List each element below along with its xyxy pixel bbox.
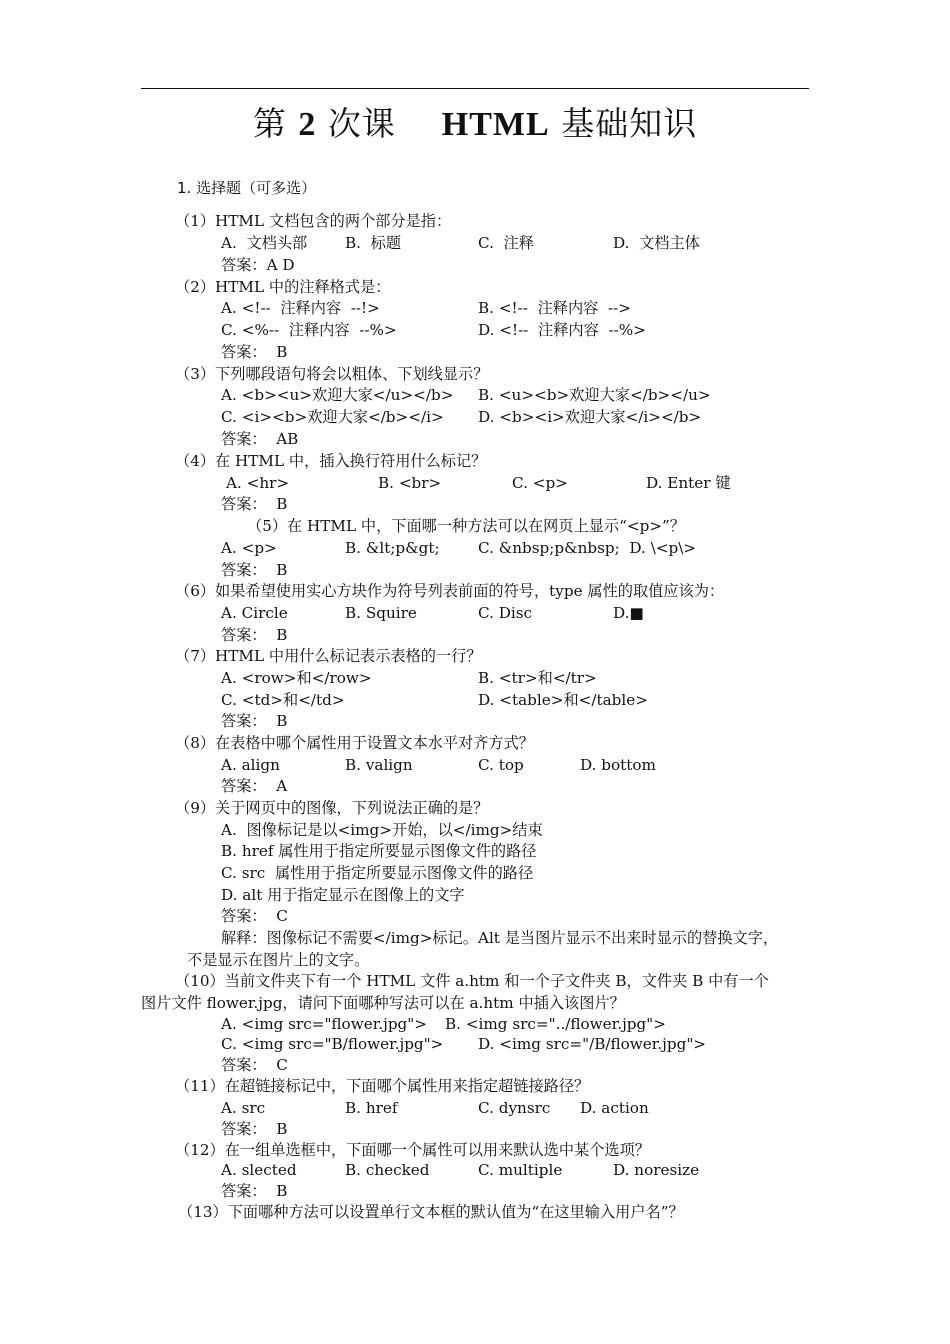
q8-answer: 答案： A (221, 777, 288, 795)
q1-option-d: D. 文档主体 (613, 234, 700, 252)
title-post: 基础知识 (561, 104, 698, 143)
title-mid: 次课 (327, 104, 396, 143)
q3-option-d: D. <b><i>欢迎大家</i></b> (478, 408, 702, 426)
q3-option-b: B. <u><b>欢迎大家</b></u> (478, 386, 711, 404)
q8-option-a: A. align (221, 756, 280, 774)
question-10-line1: （10）当前文件夹下有一个 HTML 文件 a.htm 和一个子文件夹 B，文件夹 B 中有一个 (175, 972, 769, 990)
q12-option-a: A. slected (221, 1161, 297, 1179)
q10-option-c: C. <img src="B/flower.jpg"> (221, 1035, 444, 1053)
title-html: HTML (441, 106, 550, 143)
q7-answer: 答案： B (221, 712, 288, 730)
page-title (0, 101, 950, 148)
q10-option-b: B. <img src="../flower.jpg"> (445, 1015, 666, 1033)
q5-answer: 答案： B (221, 561, 288, 579)
q3-option-c: C. <i><b>欢迎大家</b></i> (221, 408, 444, 426)
question-4: （4）在 HTML 中，插入换行符用什么标记？ (175, 452, 487, 470)
q9-answer: 答案： C (221, 907, 288, 925)
question-1: （1）HTML 文档包含的两个部分是指： (175, 212, 452, 230)
q9-explanation-line1: 解释：图像标记不需要</img>标记。Alt 是当图片显示不出来时显示的替换文字， (221, 929, 779, 947)
q1-option-b: B. 标题 (345, 234, 402, 252)
question-11: （11）在超链接标记中，下面哪个属性用来指定超链接路径？ (175, 1077, 590, 1095)
header-rule (141, 88, 809, 89)
q1-answer: 答案：A D (221, 256, 295, 274)
title-num: 2 (298, 106, 317, 143)
q12-option-d: D. noresize (613, 1161, 700, 1179)
q10-option-d: D. <img src="/B/flower.jpg"> (478, 1035, 707, 1053)
q10-answer: 答案： C (221, 1056, 288, 1074)
question-10-line2: 图片文件 flower.jpg，请问下面哪种写法可以在 a.htm 中插入该图片？ (141, 994, 625, 1012)
question-3: （3）下列哪段语句将会以粗体、下划线显示？ (175, 365, 489, 383)
q9-option-a: A. 图像标记是以<img>开始，以</img>结束 (221, 821, 543, 839)
q2-option-d: D. <!-- 注释内容 --%> (478, 321, 646, 339)
q11-option-a: A. src (221, 1099, 266, 1117)
q12-option-b: B. checked (345, 1161, 430, 1179)
q2-option-a: A. <!-- 注释内容 --!> (221, 299, 380, 317)
q4-option-d: D. Enter 键 (646, 474, 731, 492)
q6-option-b: B. Squire (345, 604, 417, 622)
q11-answer: 答案： B (221, 1120, 288, 1138)
title-pre: 第 (252, 104, 287, 143)
q7-option-a: A. <row>和</row> (221, 669, 372, 687)
question-2: （2）HTML 中的注释格式是： (175, 278, 391, 296)
q6-option-a: A. Circle (221, 604, 288, 622)
question-13: （13）下面哪种方法可以设置单行文本框的默认值为“在这里输入用户名”？ (178, 1203, 684, 1221)
question-12: （12）在一组单选框中，下面哪一个属性可以用来默认选中某个选项？ (175, 1141, 650, 1159)
question-8: （8）在表格中哪个属性用于设置文本水平对齐方式？ (175, 734, 534, 752)
q3-option-a: A. <b><u>欢迎大家</u></b> (221, 386, 454, 404)
q12-answer: 答案： B (221, 1182, 288, 1200)
q5-option-b: B. &lt;p&gt; (345, 539, 440, 557)
q9-option-b: B. href 属性用于指定所要显示图像文件的路径 (221, 842, 537, 860)
q7-option-c: C. <td>和</td> (221, 691, 345, 709)
question-6: （6）如果希望使用实心方块作为符号列表前面的符号，type 属性的取值应该为： (175, 582, 725, 600)
question-5: （5）在 HTML 中，下面哪一种方法可以在网页上显示“<p>”？ (247, 517, 685, 535)
question-9: （9）关于网页中的图像，下列说法正确的是？ (175, 799, 489, 817)
q6-option-d: D.■ (613, 604, 644, 622)
q9-explanation-line2: 不是显示在图片上的文字。 (187, 951, 370, 969)
q4-option-b: B. <br> (378, 474, 442, 492)
q8-option-b: B. valign (345, 756, 413, 774)
q2-answer: 答案： B (221, 343, 288, 361)
q4-option-a: A. <hr> (226, 474, 290, 492)
q9-option-c: C. src 属性用于指定所要显示图像文件的路径 (221, 864, 534, 882)
q4-answer: 答案： B (221, 495, 288, 513)
q8-option-c: C. top (478, 756, 524, 774)
q6-option-c: C. Disc (478, 604, 533, 622)
q11-option-c: C. dynsrc (478, 1099, 551, 1117)
q1-option-c: C. 注释 (478, 234, 534, 252)
q7-option-d: D. <table>和</table> (478, 691, 648, 709)
q7-option-b: B. <tr>和</tr> (478, 669, 597, 687)
q6-answer: 答案： B (221, 626, 288, 644)
q5-option-cd: C. &nbsp;p&nbsp; D. \<p\> (478, 539, 697, 557)
q10-option-a: A. <img src="flower.jpg"> (221, 1015, 427, 1033)
q11-option-d: D. action (580, 1099, 649, 1117)
q4-option-c: C. <p> (512, 474, 568, 492)
section-heading: 1. 选择题（可多选） (177, 179, 317, 197)
q5-option-a: A. <p> (221, 539, 277, 557)
q2-option-c: C. <%-- 注释内容 --%> (221, 321, 397, 339)
q8-option-d: D. bottom (580, 756, 656, 774)
q12-option-c: C. multiple (478, 1161, 563, 1179)
q3-answer: 答案： AB (221, 430, 299, 448)
question-7: （7）HTML 中用什么标记表示表格的一行？ (175, 647, 482, 665)
q2-option-b: B. <!-- 注释内容 --> (478, 299, 631, 317)
q1-option-a: A. 文档头部 (221, 234, 308, 252)
q9-option-d: D. alt 用于指定显示在图像上的文字 (221, 886, 465, 904)
q11-option-b: B. href (345, 1099, 398, 1117)
